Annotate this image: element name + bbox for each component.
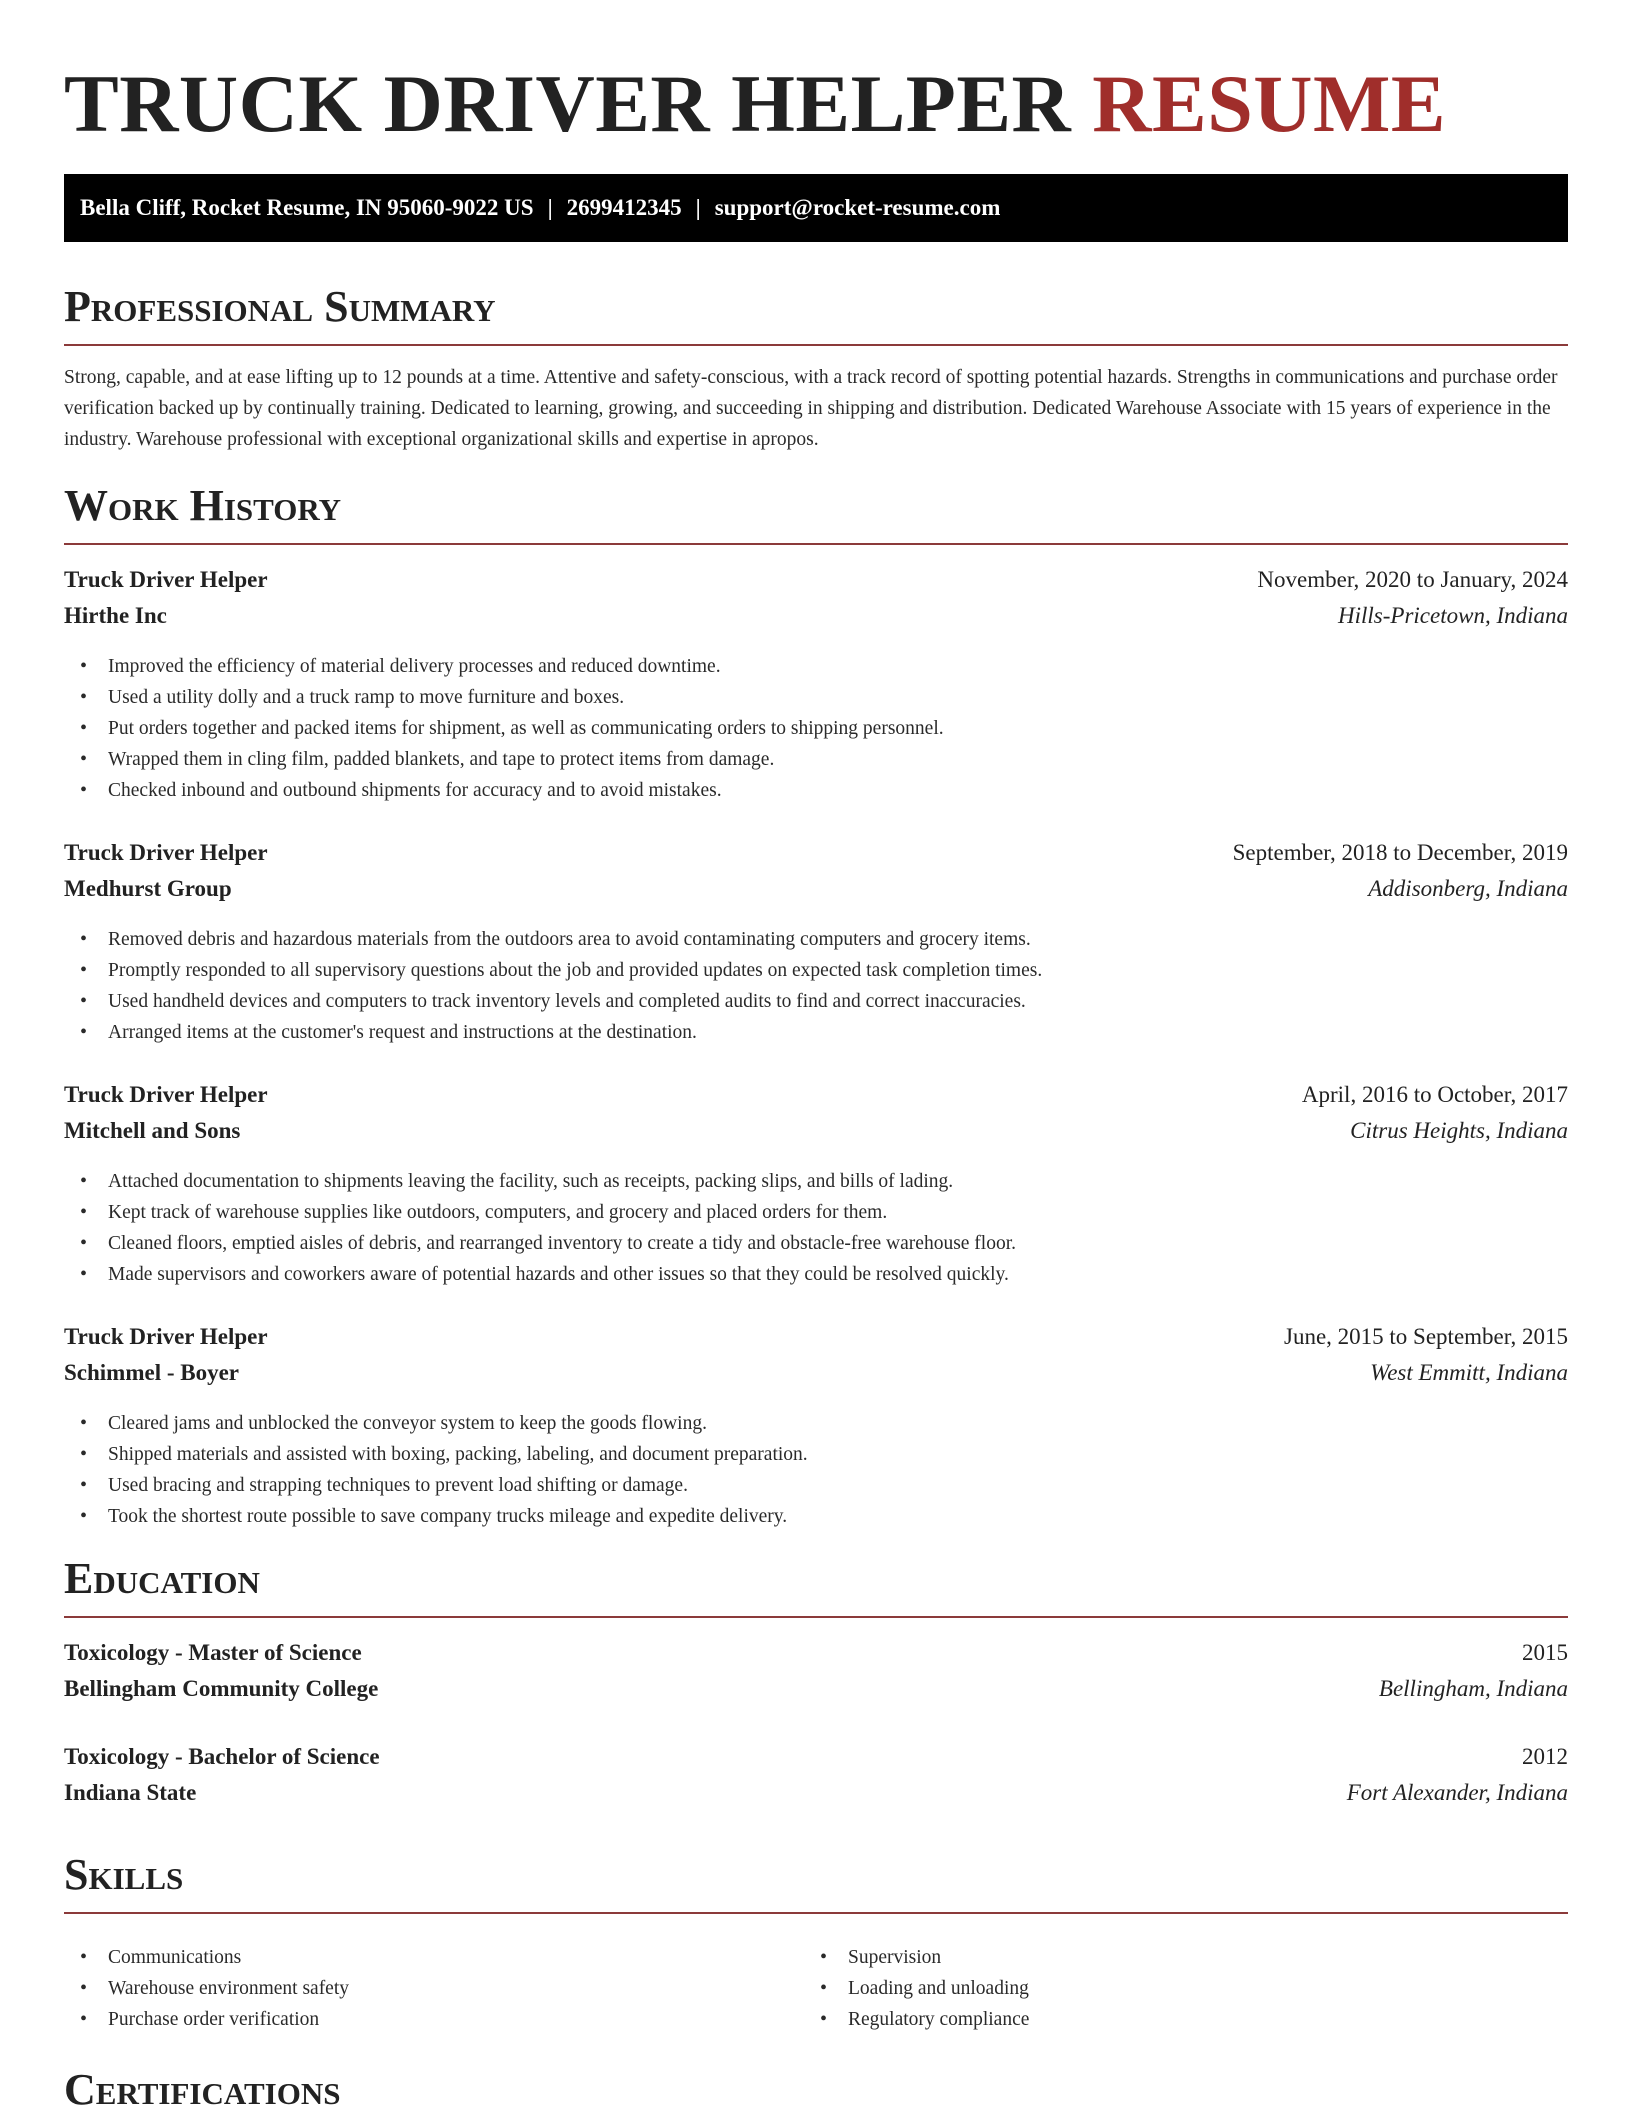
job-entry [64,1082,1568,1290]
job-dates: June, 2015 to September, 2015 [1284,1324,1568,1349]
job-company: Mitchell and Sons [64,1118,241,1143]
list-item: • Made supervisors and coworkers aware of potential hazards and other issues so that they could be resolved quickly. [64,1259,1568,1290]
skills-section [64,1850,1568,2035]
job-bullets [64,924,1568,1048]
list-item: • Promptly responded to all supervisory questions about the job and provided updates on expected task completion times. [64,955,1568,986]
job-bullets [64,651,1568,806]
job-company: Medhurst Group [64,876,232,901]
job-title: Truck Driver Helper [64,567,268,592]
list-item: • Supervision [804,1942,1544,1973]
certifications-heading: Certifications [64,2065,1568,2112]
job-company: Hirthe Inc [64,603,167,628]
resume-title [64,58,1568,150]
contact-separator: | [547,195,553,220]
job-title: Truck Driver Helper [64,840,268,865]
list-item: • Communications [64,1942,804,1973]
school-name: Indiana State [64,1780,197,1805]
degree-title: Toxicology - Master of Science [64,1640,362,1665]
job-dates: April, 2016 to October, 2017 [1301,1082,1568,1107]
education-entry [64,1640,1568,1712]
job-entry [64,567,1568,806]
certifications-section [64,2065,1568,2112]
resume-page [64,0,1568,2112]
list-item: • Regulatory compliance [804,2004,1544,2035]
skills-grid [64,1930,1568,2035]
list-item: • Attached documentation to shipments leaving the facility, such as receipts, packing slips, and bills of lading. [64,1166,1568,1197]
title-main: TRUCK DRIVER HELPER [64,58,1072,149]
list-item: • Warehouse environment safety [64,1973,804,2004]
list-item: • Removed debris and hazardous materials from the outdoors area to avoid contaminating computers and grocery items. [64,924,1568,955]
degree-title: Toxicology - Bachelor of Science [64,1744,380,1769]
education-section [64,1554,1568,1816]
summary-text: Strong, capable, and at ease lifting up to 12 pounds at a time. Attentive and safety-conscious, with a track record of spotting potential hazards. Strengths in communications and purchase order verification backed up by continually training. Dedicated to learning, growing, and succeeding in shipping and distribution. Dedicated Warehouse Associate with 15 years of experience in the industry. Warehouse professional with exceptional organizational skills and expertise in apropos. [64,367,1558,450]
degree-year: 2012 [1522,1744,1568,1769]
skills-column-right [804,1942,1544,2035]
skills-column-left [64,1942,804,2035]
job-bullets [64,1166,1568,1290]
degree-year: 2015 [1522,1640,1568,1665]
list-item: • Put orders together and packed items for shipment, as well as communicating orders to shipping personnel. [64,713,1568,744]
education-heading: Education [64,1554,1568,1618]
list-item: • Improved the efficiency of material delivery processes and reduced downtime. [64,651,1568,682]
job-dates: November, 2020 to January, 2024 [1257,567,1568,592]
school-location: Fort Alexander, Indiana [1346,1780,1568,1805]
job-location: Citrus Heights, Indiana [1350,1118,1568,1143]
list-item: • Cleaned floors, emptied aisles of debris, and rearranged inventory to create a tidy and obstacle-free warehouse floor. [64,1228,1568,1259]
work-history-heading: Work History [64,481,1568,545]
summary-section [64,282,1568,455]
list-item: • Used a utility dolly and a truck ramp to move furniture and boxes. [64,682,1568,713]
job-entry [64,840,1568,1048]
list-item: • Used bracing and strapping techniques to prevent load shifting or damage. [64,1470,1568,1501]
contact-phone[interactable]: 2699412345 [566,195,682,220]
school-name: Bellingham Community College [64,1676,379,1701]
list-item: • Kept track of warehouse supplies like outdoors, computers, and grocery and placed orders for them. [64,1197,1568,1228]
list-item: • Used handheld devices and computers to track inventory levels and completed audits to find and correct inaccuracies. [64,986,1568,1017]
education-entry [64,1744,1568,1816]
list-item: • Took the shortest route possible to save company trucks mileage and expedite delivery. [64,1501,1568,1532]
contact-separator: | [695,195,701,220]
contact-email[interactable]: support@rocket-resume.com [714,195,1001,220]
skills-heading: Skills [64,1850,1568,1914]
contact-address: Bella Cliff, Rocket Resume, IN 95060-9022 US [80,195,534,220]
job-bullets [64,1408,1568,1532]
contact-bar [64,174,1568,242]
job-entry [64,1324,1568,1532]
job-location: West Emmitt, Indiana [1370,1360,1568,1385]
list-item: • Purchase order verification [64,2004,804,2035]
list-item: • Cleared jams and unblocked the conveyor system to keep the goods flowing. [64,1408,1568,1439]
list-item: • Wrapped them in cling film, padded blankets, and tape to protect items from damage. [64,744,1568,775]
job-location: Addisonberg, Indiana [1368,876,1568,901]
summary-heading: Professional Summary [64,282,1568,346]
job-dates: September, 2018 to December, 2019 [1232,840,1568,865]
list-item: • Shipped materials and assisted with boxing, packing, labeling, and document preparation. [64,1439,1568,1470]
school-location: Bellingham, Indiana [1378,1676,1568,1701]
title-accent: RESUME [1092,58,1447,149]
job-location: Hills-Pricetown, Indiana [1338,603,1568,628]
list-item: • Arranged items at the customer's request and instructions at the destination. [64,1017,1568,1048]
list-item: • Checked inbound and outbound shipments for accuracy and to avoid mistakes. [64,775,1568,806]
list-item: • Loading and unloading [804,1973,1544,2004]
work-history-section [64,481,1568,1532]
job-title: Truck Driver Helper [64,1082,268,1107]
job-company: Schimmel - Boyer [64,1360,240,1385]
job-title: Truck Driver Helper [64,1324,268,1349]
